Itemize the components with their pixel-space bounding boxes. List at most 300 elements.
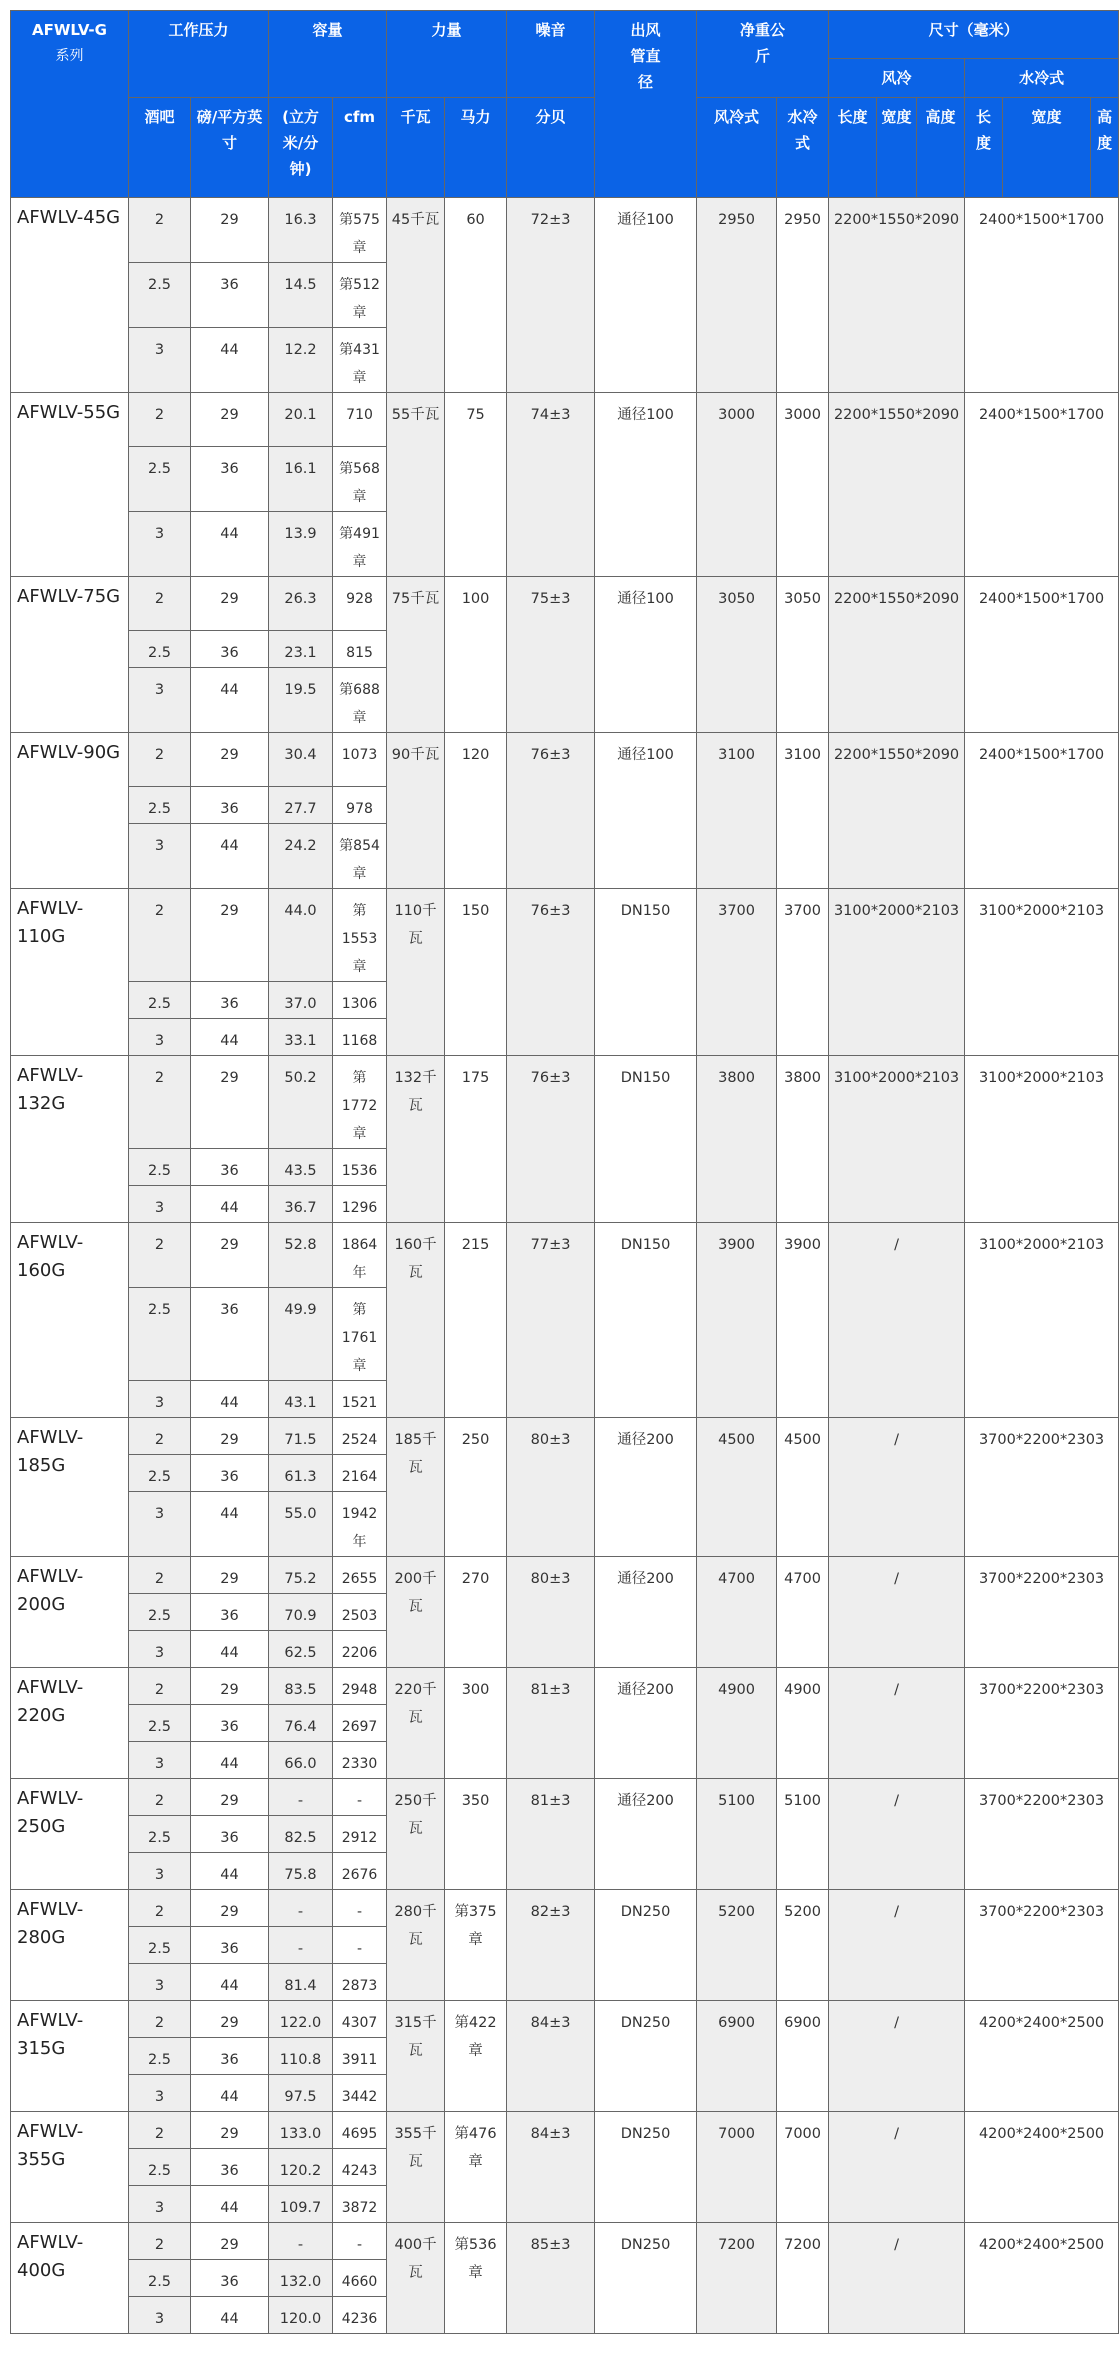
m3min-cell: 83.5 (269, 1668, 333, 1705)
weight-air-cell: 3700 (697, 889, 777, 1056)
psi-cell: 36 (191, 787, 269, 824)
dims-air-cell: / (829, 2223, 965, 2334)
cfm-cell: 3442 (333, 2075, 387, 2112)
psi-cell: 36 (191, 1149, 269, 1186)
cfm-cell: 928 (333, 577, 387, 631)
bar-cell: 3 (129, 1631, 191, 1668)
db-cell: 84±3 (507, 2112, 595, 2223)
outlet-cell: DN150 (595, 1056, 697, 1223)
outlet-cell: 通径100 (595, 733, 697, 889)
bar-cell: 2.5 (129, 1149, 191, 1186)
weight-header: 净重公斤 (697, 11, 829, 98)
table-row (11, 198, 1119, 263)
capacity-header: 容量 (269, 11, 387, 98)
bar-cell: 2.5 (129, 2038, 191, 2075)
m3min-cell: 55.0 (269, 1492, 333, 1557)
bar-cell: 2.5 (129, 1594, 191, 1631)
cfm-cell: 2912 (333, 1816, 387, 1853)
m3min-cell: 62.5 (269, 1631, 333, 1668)
bar-cell: 2 (129, 1779, 191, 1816)
psi-cell: 44 (191, 1631, 269, 1668)
outlet-cell: 通径200 (595, 1557, 697, 1668)
psi-cell: 29 (191, 393, 269, 447)
bar-cell: 2.5 (129, 263, 191, 328)
psi-cell: 44 (191, 1019, 269, 1056)
weight-air-header: 风冷式 (697, 98, 777, 198)
hp-cell: 第476章 (445, 2112, 507, 2223)
db-cell: 76±3 (507, 889, 595, 1056)
db-cell: 74±3 (507, 393, 595, 577)
psi-cell: 29 (191, 1890, 269, 1927)
m3min-cell: 97.5 (269, 2075, 333, 2112)
table-row (11, 2112, 1119, 2149)
cfm-cell: - (333, 2223, 387, 2260)
m3min-cell: 122.0 (269, 2001, 333, 2038)
m3min-cell: 33.1 (269, 1019, 333, 1056)
hp-header: 马力 (445, 98, 507, 198)
db-cell: 76±3 (507, 733, 595, 889)
dims-air-cell: / (829, 1418, 965, 1557)
cfm-cell: 1942年 (333, 1492, 387, 1557)
cfm-cell: 2524 (333, 1418, 387, 1455)
dims-air-cell: / (829, 1557, 965, 1668)
table-header (11, 11, 1119, 198)
db-cell: 80±3 (507, 1557, 595, 1668)
psi-cell: 29 (191, 577, 269, 631)
bar-cell: 3 (129, 328, 191, 393)
m3min-cell: 23.1 (269, 631, 333, 668)
bar-cell: 2 (129, 1668, 191, 1705)
dims-air-cell: 2200*1550*2090 (829, 733, 965, 889)
m3min-cell: - (269, 2223, 333, 2260)
m3min-cell: 14.5 (269, 263, 333, 328)
psi-cell: 36 (191, 1455, 269, 1492)
water-length-header: 长度 (965, 98, 1003, 198)
weight-air-cell: 3050 (697, 577, 777, 733)
m3min-cell: 133.0 (269, 2112, 333, 2149)
bar-cell: 2 (129, 1418, 191, 1455)
kw-cell: 75千瓦 (387, 577, 445, 733)
weight-air-cell: 4900 (697, 1668, 777, 1779)
psi-cell: 36 (191, 982, 269, 1019)
bar-cell: 2.5 (129, 1705, 191, 1742)
dims-air-cell: / (829, 1668, 965, 1779)
kw-header: 千瓦 (387, 98, 445, 198)
bar-cell: 3 (129, 2297, 191, 2334)
table-body (11, 198, 1119, 2334)
psi-cell: 29 (191, 1056, 269, 1149)
psi-cell: 44 (191, 512, 269, 577)
bar-cell: 2.5 (129, 787, 191, 824)
weight-air-cell: 7200 (697, 2223, 777, 2334)
weight-water-cell: 5200 (777, 1890, 829, 2001)
weight-air-cell: 4700 (697, 1557, 777, 1668)
cfm-cell: - (333, 1779, 387, 1816)
size-header: 尺寸（毫米） (829, 11, 1119, 59)
m3min-cell: 61.3 (269, 1455, 333, 1492)
hp-cell: 150 (445, 889, 507, 1056)
table-row (11, 1890, 1119, 1927)
kw-cell: 132千瓦 (387, 1056, 445, 1223)
psi-cell: 29 (191, 733, 269, 787)
cfm-cell: 815 (333, 631, 387, 668)
cfm-cell: 4695 (333, 2112, 387, 2149)
weight-water-cell: 4500 (777, 1418, 829, 1557)
db-cell: 77±3 (507, 1223, 595, 1418)
dims-water-cell: 3700*2200*2303 (965, 1668, 1119, 1779)
kw-cell: 200千瓦 (387, 1557, 445, 1668)
bar-cell: 3 (129, 1964, 191, 2001)
model-name: AFWLV-220G (11, 1668, 129, 1779)
kw-cell: 55千瓦 (387, 393, 445, 577)
bar-cell: 2 (129, 733, 191, 787)
cfm-cell: 2655 (333, 1557, 387, 1594)
psi-cell: 36 (191, 2038, 269, 2075)
series-header-top: AFWLV-G (32, 21, 107, 39)
bar-cell: 2 (129, 1223, 191, 1288)
weight-water-cell: 2950 (777, 198, 829, 393)
dims-water-cell: 3100*2000*2103 (965, 1056, 1119, 1223)
model-name: AFWLV-75G (11, 577, 129, 733)
kw-cell: 400千瓦 (387, 2223, 445, 2334)
model-name: AFWLV-185G (11, 1418, 129, 1557)
psi-cell: 44 (191, 1186, 269, 1223)
cfm-cell: 第854章 (333, 824, 387, 889)
m3min-cell: 43.1 (269, 1381, 333, 1418)
weight-water-cell: 6900 (777, 2001, 829, 2112)
water-width-header: 宽度 (1003, 98, 1091, 198)
water-height-header: 高度 (1091, 98, 1119, 198)
bar-cell: 3 (129, 2075, 191, 2112)
table-row (11, 1056, 1119, 1149)
weight-water-cell: 3050 (777, 577, 829, 733)
table-row (11, 2001, 1119, 2038)
m3min-cell: 12.2 (269, 328, 333, 393)
m3min-cell: 27.7 (269, 787, 333, 824)
m3min-cell: 19.5 (269, 668, 333, 733)
model-name: AFWLV-200G (11, 1557, 129, 1668)
hp-cell: 100 (445, 577, 507, 733)
m3min-cell: 26.3 (269, 577, 333, 631)
db-cell: 81±3 (507, 1779, 595, 1890)
series-header-bottom: 系列 (55, 48, 84, 64)
hp-cell: 300 (445, 1668, 507, 1779)
m3min-cell: 16.3 (269, 198, 333, 263)
outlet-cell: DN250 (595, 2223, 697, 2334)
weight-water-cell: 3100 (777, 733, 829, 889)
table-row (11, 889, 1119, 982)
cfm-cell: 2948 (333, 1668, 387, 1705)
dims-air-cell: / (829, 2112, 965, 2223)
weight-air-cell: 3800 (697, 1056, 777, 1223)
dims-water-cell: 3100*2000*2103 (965, 889, 1119, 1056)
weight-water-cell: 5100 (777, 1779, 829, 1890)
psi-cell: 36 (191, 1816, 269, 1853)
table-row (11, 577, 1119, 631)
air-height-header: 高度 (917, 98, 965, 198)
bar-cell: 2.5 (129, 1816, 191, 1853)
pressure-header: 工作压力 (129, 11, 269, 98)
dims-water-cell: 4200*2400*2500 (965, 2112, 1119, 2223)
dims-air-cell: / (829, 2001, 965, 2112)
cfm-cell: - (333, 1890, 387, 1927)
cfm-cell: 1536 (333, 1149, 387, 1186)
cfm-cell: - (333, 1927, 387, 1964)
dims-water-cell: 3700*2200*2303 (965, 1779, 1119, 1890)
outlet-cell: DN250 (595, 2112, 697, 2223)
psi-cell: 44 (191, 328, 269, 393)
db-cell: 85±3 (507, 2223, 595, 2334)
bar-header: 酒吧 (129, 98, 191, 198)
dims-air-cell: / (829, 1223, 965, 1418)
m3min-cell: 120.2 (269, 2149, 333, 2186)
outlet-cell: DN150 (595, 889, 697, 1056)
cfm-cell: 1168 (333, 1019, 387, 1056)
db-cell: 72±3 (507, 198, 595, 393)
model-name: AFWLV-315G (11, 2001, 129, 2112)
weight-air-cell: 7000 (697, 2112, 777, 2223)
cfm-cell: 第688章 (333, 668, 387, 733)
spec-table (10, 10, 1119, 2334)
cfm-cell: 2330 (333, 1742, 387, 1779)
db-header: 分贝 (507, 98, 595, 198)
weight-water-cell: 7200 (777, 2223, 829, 2334)
cfm-cell: 2697 (333, 1705, 387, 1742)
psi-cell: 29 (191, 198, 269, 263)
m3min-cell: - (269, 1927, 333, 1964)
hp-cell: 第422章 (445, 2001, 507, 2112)
psi-cell: 36 (191, 263, 269, 328)
psi-cell: 29 (191, 2223, 269, 2260)
cfm-cell: 3911 (333, 2038, 387, 2075)
m3min-cell: 37.0 (269, 982, 333, 1019)
outlet-header: 出风管直径 (595, 11, 697, 198)
psi-cell: 44 (191, 2075, 269, 2112)
psi-cell: 29 (191, 1779, 269, 1816)
m3min-cell: 70.9 (269, 1594, 333, 1631)
cfm-cell: 第575章 (333, 198, 387, 263)
bar-cell: 2.5 (129, 2149, 191, 2186)
m3min-cell: 109.7 (269, 2186, 333, 2223)
bar-cell: 2.5 (129, 2260, 191, 2297)
cfm-cell: 2503 (333, 1594, 387, 1631)
psi-header: 磅/平方英寸 (191, 98, 269, 198)
psi-cell: 44 (191, 1492, 269, 1557)
psi-cell: 44 (191, 2186, 269, 2223)
cfm-cell: 第1553章 (333, 889, 387, 982)
m3min-cell: 82.5 (269, 1816, 333, 1853)
psi-cell: 44 (191, 668, 269, 733)
dims-water-cell: 3100*2000*2103 (965, 1223, 1119, 1418)
weight-water-cell: 3900 (777, 1223, 829, 1418)
bar-cell: 3 (129, 824, 191, 889)
weight-water-cell: 3800 (777, 1056, 829, 1223)
bar-cell: 3 (129, 2186, 191, 2223)
bar-cell: 3 (129, 512, 191, 577)
psi-cell: 29 (191, 2001, 269, 2038)
db-cell: 81±3 (507, 1668, 595, 1779)
hp-cell: 350 (445, 1779, 507, 1890)
kw-cell: 280千瓦 (387, 1890, 445, 2001)
model-name: AFWLV-250G (11, 1779, 129, 1890)
power-header: 力量 (387, 11, 507, 98)
weight-air-cell: 3900 (697, 1223, 777, 1418)
hp-cell: 60 (445, 198, 507, 393)
dims-water-cell: 3700*2200*2303 (965, 1890, 1119, 2001)
weight-water-cell: 3700 (777, 889, 829, 1056)
table-row (11, 733, 1119, 787)
weight-air-cell: 6900 (697, 2001, 777, 2112)
cfm-cell: 第491章 (333, 512, 387, 577)
dims-water-cell: 3700*2200*2303 (965, 1418, 1119, 1557)
weight-air-cell: 2950 (697, 198, 777, 393)
cfm-cell: 4236 (333, 2297, 387, 2334)
hp-cell: 120 (445, 733, 507, 889)
m3min-header: (立方米/分钟) (269, 98, 333, 198)
weight-air-cell: 3000 (697, 393, 777, 577)
kw-cell: 90千瓦 (387, 733, 445, 889)
weight-air-cell: 3100 (697, 733, 777, 889)
cfm-cell: 4243 (333, 2149, 387, 2186)
m3min-cell: 75.2 (269, 1557, 333, 1594)
kw-cell: 355千瓦 (387, 2112, 445, 2223)
model-name: AFWLV-160G (11, 1223, 129, 1418)
dims-water-cell: 3700*2200*2303 (965, 1557, 1119, 1668)
psi-cell: 36 (191, 1927, 269, 1964)
series-header (11, 11, 129, 198)
m3min-cell: 120.0 (269, 2297, 333, 2334)
bar-cell: 2 (129, 2223, 191, 2260)
cfm-cell: 3872 (333, 2186, 387, 2223)
db-cell: 75±3 (507, 577, 595, 733)
kw-cell: 250千瓦 (387, 1779, 445, 1890)
psi-cell: 29 (191, 2112, 269, 2149)
dims-water-cell: 4200*2400*2500 (965, 2001, 1119, 2112)
dims-water-cell: 4200*2400*2500 (965, 2223, 1119, 2334)
psi-cell: 44 (191, 824, 269, 889)
cfm-cell: 1864年 (333, 1223, 387, 1288)
m3min-cell: 43.5 (269, 1149, 333, 1186)
bar-cell: 3 (129, 1381, 191, 1418)
bar-cell: 3 (129, 1742, 191, 1779)
psi-cell: 44 (191, 1381, 269, 1418)
psi-cell: 44 (191, 1853, 269, 1890)
hp-cell: 215 (445, 1223, 507, 1418)
bar-cell: 3 (129, 1492, 191, 1557)
cfm-cell: 第512章 (333, 263, 387, 328)
kw-cell: 160千瓦 (387, 1223, 445, 1418)
weight-water-cell: 4900 (777, 1668, 829, 1779)
psi-cell: 29 (191, 1418, 269, 1455)
bar-cell: 3 (129, 668, 191, 733)
model-name: AFWLV-355G (11, 2112, 129, 2223)
psi-cell: 44 (191, 1742, 269, 1779)
psi-cell: 36 (191, 447, 269, 512)
air-length-header: 长度 (829, 98, 877, 198)
bar-cell: 2.5 (129, 631, 191, 668)
cfm-cell: 第431章 (333, 328, 387, 393)
cfm-cell: 2676 (333, 1853, 387, 1890)
db-cell: 82±3 (507, 1890, 595, 2001)
outlet-cell: 通径100 (595, 577, 697, 733)
model-name: AFWLV-280G (11, 1890, 129, 2001)
m3min-cell: 76.4 (269, 1705, 333, 1742)
outlet-cell: DN150 (595, 1223, 697, 1418)
m3min-cell: 75.8 (269, 1853, 333, 1890)
model-name: AFWLV-400G (11, 2223, 129, 2334)
cfm-cell: 1521 (333, 1381, 387, 1418)
m3min-cell: 13.9 (269, 512, 333, 577)
outlet-cell: 通径200 (595, 1779, 697, 1890)
model-name: AFWLV-90G (11, 733, 129, 889)
dims-air-cell: 3100*2000*2103 (829, 889, 965, 1056)
dims-air-cell: / (829, 1890, 965, 2001)
hp-cell: 250 (445, 1418, 507, 1557)
table-row (11, 393, 1119, 447)
psi-cell: 29 (191, 1557, 269, 1594)
cfm-cell: 4307 (333, 2001, 387, 2038)
hp-cell: 第375章 (445, 1890, 507, 2001)
cfm-cell: 第1761章 (333, 1288, 387, 1381)
m3min-cell: 132.0 (269, 2260, 333, 2297)
bar-cell: 2.5 (129, 1288, 191, 1381)
model-name: AFWLV-110G (11, 889, 129, 1056)
cfm-cell: 1296 (333, 1186, 387, 1223)
weight-water-header: 水冷式 (777, 98, 829, 198)
bar-cell: 2 (129, 198, 191, 263)
m3min-cell: 20.1 (269, 393, 333, 447)
kw-cell: 185千瓦 (387, 1418, 445, 1557)
dims-air-cell: / (829, 1779, 965, 1890)
cfm-cell: 4660 (333, 2260, 387, 2297)
kw-cell: 45千瓦 (387, 198, 445, 393)
m3min-cell: - (269, 1890, 333, 1927)
table-row (11, 1779, 1119, 1816)
hp-cell: 75 (445, 393, 507, 577)
bar-cell: 2 (129, 1890, 191, 1927)
dims-water-cell: 2400*1500*1700 (965, 393, 1119, 577)
bar-cell: 2.5 (129, 1927, 191, 1964)
outlet-cell: DN250 (595, 1890, 697, 2001)
weight-water-cell: 4700 (777, 1557, 829, 1668)
dims-air-cell: 2200*1550*2090 (829, 198, 965, 393)
m3min-cell: 30.4 (269, 733, 333, 787)
bar-cell: 2 (129, 1056, 191, 1149)
cfm-cell: 2206 (333, 1631, 387, 1668)
psi-cell: 44 (191, 2297, 269, 2334)
outlet-cell: 通径200 (595, 1668, 697, 1779)
kw-cell: 110千瓦 (387, 889, 445, 1056)
kw-cell: 220千瓦 (387, 1668, 445, 1779)
weight-water-cell: 3000 (777, 393, 829, 577)
m3min-cell: 36.7 (269, 1186, 333, 1223)
bar-cell: 2 (129, 1557, 191, 1594)
bar-cell: 2 (129, 577, 191, 631)
weight-air-cell: 4500 (697, 1418, 777, 1557)
dims-water-cell: 2400*1500*1700 (965, 733, 1119, 889)
bar-cell: 2.5 (129, 1455, 191, 1492)
m3min-cell: 50.2 (269, 1056, 333, 1149)
cfm-cell: 第568章 (333, 447, 387, 512)
weight-water-cell: 7000 (777, 2112, 829, 2223)
psi-cell: 36 (191, 2260, 269, 2297)
table-row (11, 1223, 1119, 1288)
psi-cell: 29 (191, 889, 269, 982)
bar-cell: 2.5 (129, 447, 191, 512)
hp-cell: 175 (445, 1056, 507, 1223)
weight-air-cell: 5200 (697, 1890, 777, 2001)
cfm-cell: 2873 (333, 1964, 387, 2001)
